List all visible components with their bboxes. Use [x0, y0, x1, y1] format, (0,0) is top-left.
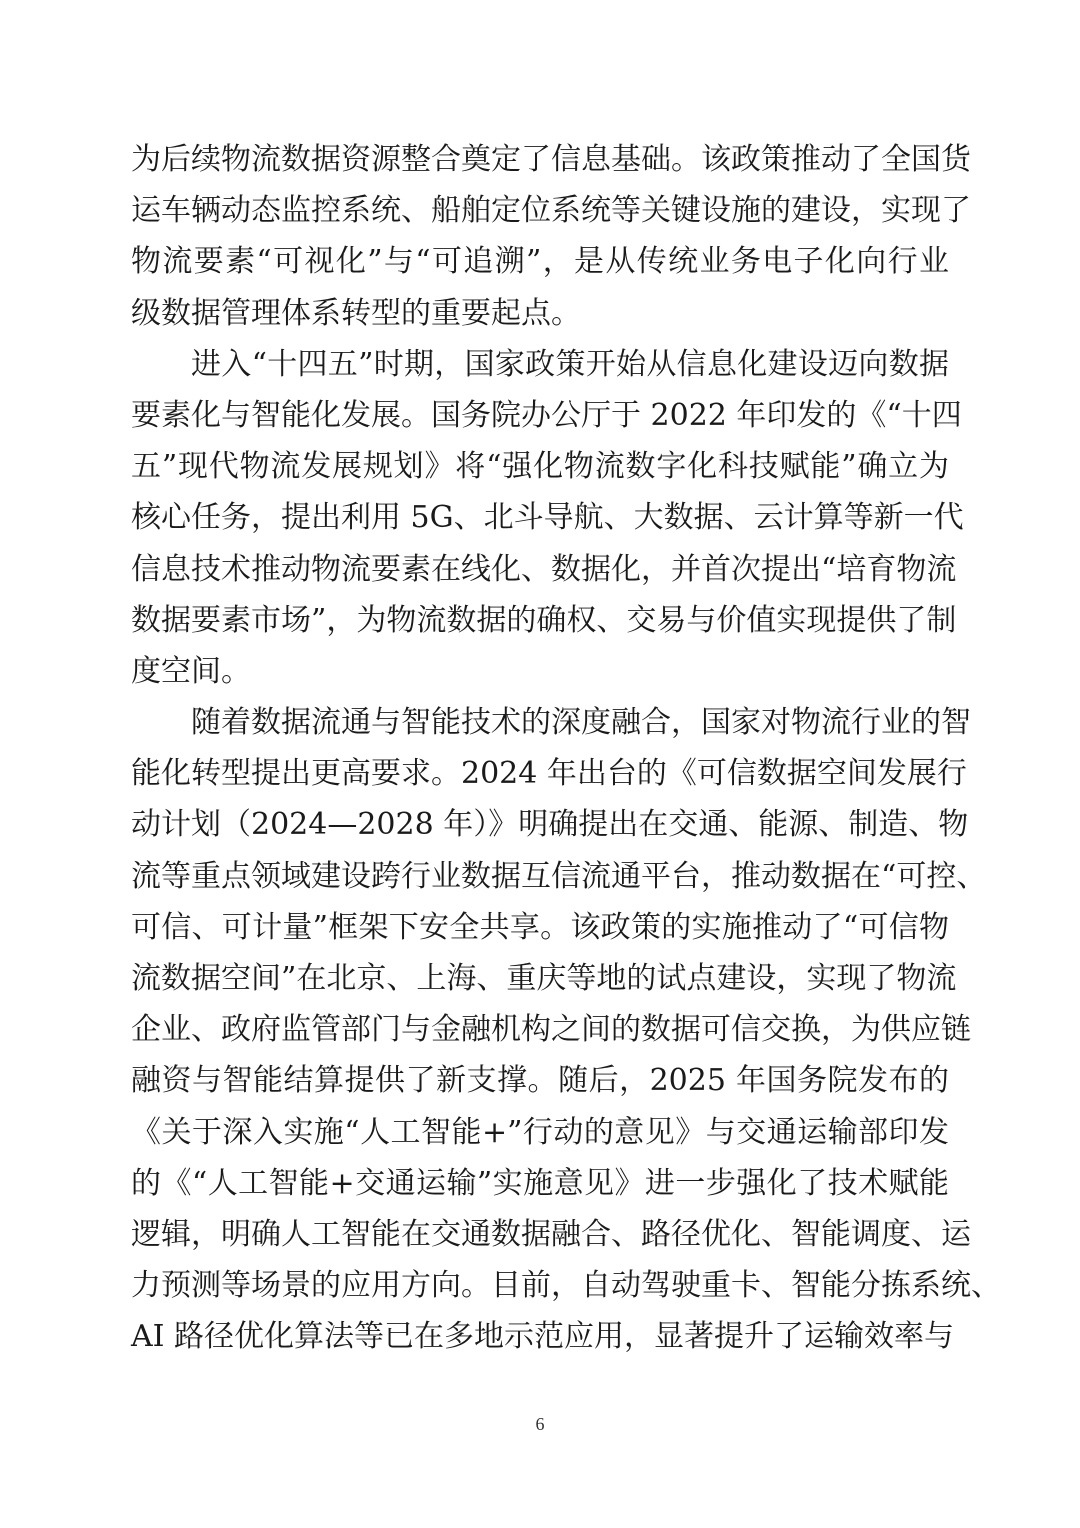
text-line: 企业、政府监管部门与金融机构之间的数据可信交换，为供应链: [131, 1012, 971, 1048]
text-line: 五”现代物流发展规划》将“强化物流数字化科技赋能”确立为: [131, 449, 949, 485]
text-line: AI 路径优化算法等已在多地示范应用，显著提升了运输效率与: [131, 1319, 955, 1355]
text-line: 可信、可计量”框架下安全共享。该政策的实施推动了“可信物: [131, 909, 949, 945]
text-line: 数据要素市场”，为物流数据的确权、交易与价值实现提供了制: [131, 602, 957, 638]
text-line: 力预测等场景的应用方向。目前，自动驾驶重卡、智能分拣系统、: [131, 1268, 1001, 1304]
text-line: 信息技术推动物流要素在线化、数据化，并首次提出“培育物流: [131, 551, 957, 587]
text-line: 要素化与智能化发展。国务院办公厅于 2022 年印发的《“十四: [131, 397, 962, 433]
text-line: 的《“人工智能+交通运输”实施意见》进一步强化了技术赋能: [131, 1165, 949, 1201]
text-line: 能化转型提出更高要求。2024 年出台的《可信数据空间发展行: [131, 756, 967, 792]
text-line: 随着数据流通与智能技术的深度融合，国家对物流行业的智: [191, 705, 971, 741]
text-line: 进入“十四五”时期，国家政策开始从信息化建设迈向数据: [191, 346, 949, 382]
page-number: 6: [535, 1414, 545, 1434]
body-text: [131, 134, 1001, 1363]
text-line: 度空间。: [131, 653, 251, 689]
text-line: 核心任务，提出利用 5G、北斗导航、大数据、云计算等新一代: [131, 500, 964, 536]
text-line: 流等重点领域建设跨行业数据互信流通平台，推动数据在“可控、: [131, 858, 987, 894]
text-line: 物流要素“可视化”与“可追溯”，是从传统业务电子化向行业: [131, 244, 949, 280]
text-line: 逻辑，明确人工智能在交通数据融合、路径优化、智能调度、运: [131, 1216, 971, 1252]
text-line: 融资与智能结算提供了新支撑。随后，2025 年国务院发布的: [131, 1063, 949, 1099]
text-line: 《关于深入实施“人工智能+”行动的意见》与交通运输部印发: [131, 1114, 949, 1150]
text-line: 级数据管理体系转型的重要起点。: [131, 295, 581, 331]
text-line: 为后续物流数据资源整合奠定了信息基础。该政策推动了全国货: [131, 142, 971, 177]
text-line: 运车辆动态监控系统、船舶定位系统等关键设施的建设，实现了: [131, 193, 971, 229]
text-line: 动计划（2024—2028 年）》明确提出在交通、能源、制造、物: [131, 807, 969, 843]
text-line: 流数据空间”在北京、上海、重庆等地的试点建设，实现了物流: [131, 961, 957, 996]
